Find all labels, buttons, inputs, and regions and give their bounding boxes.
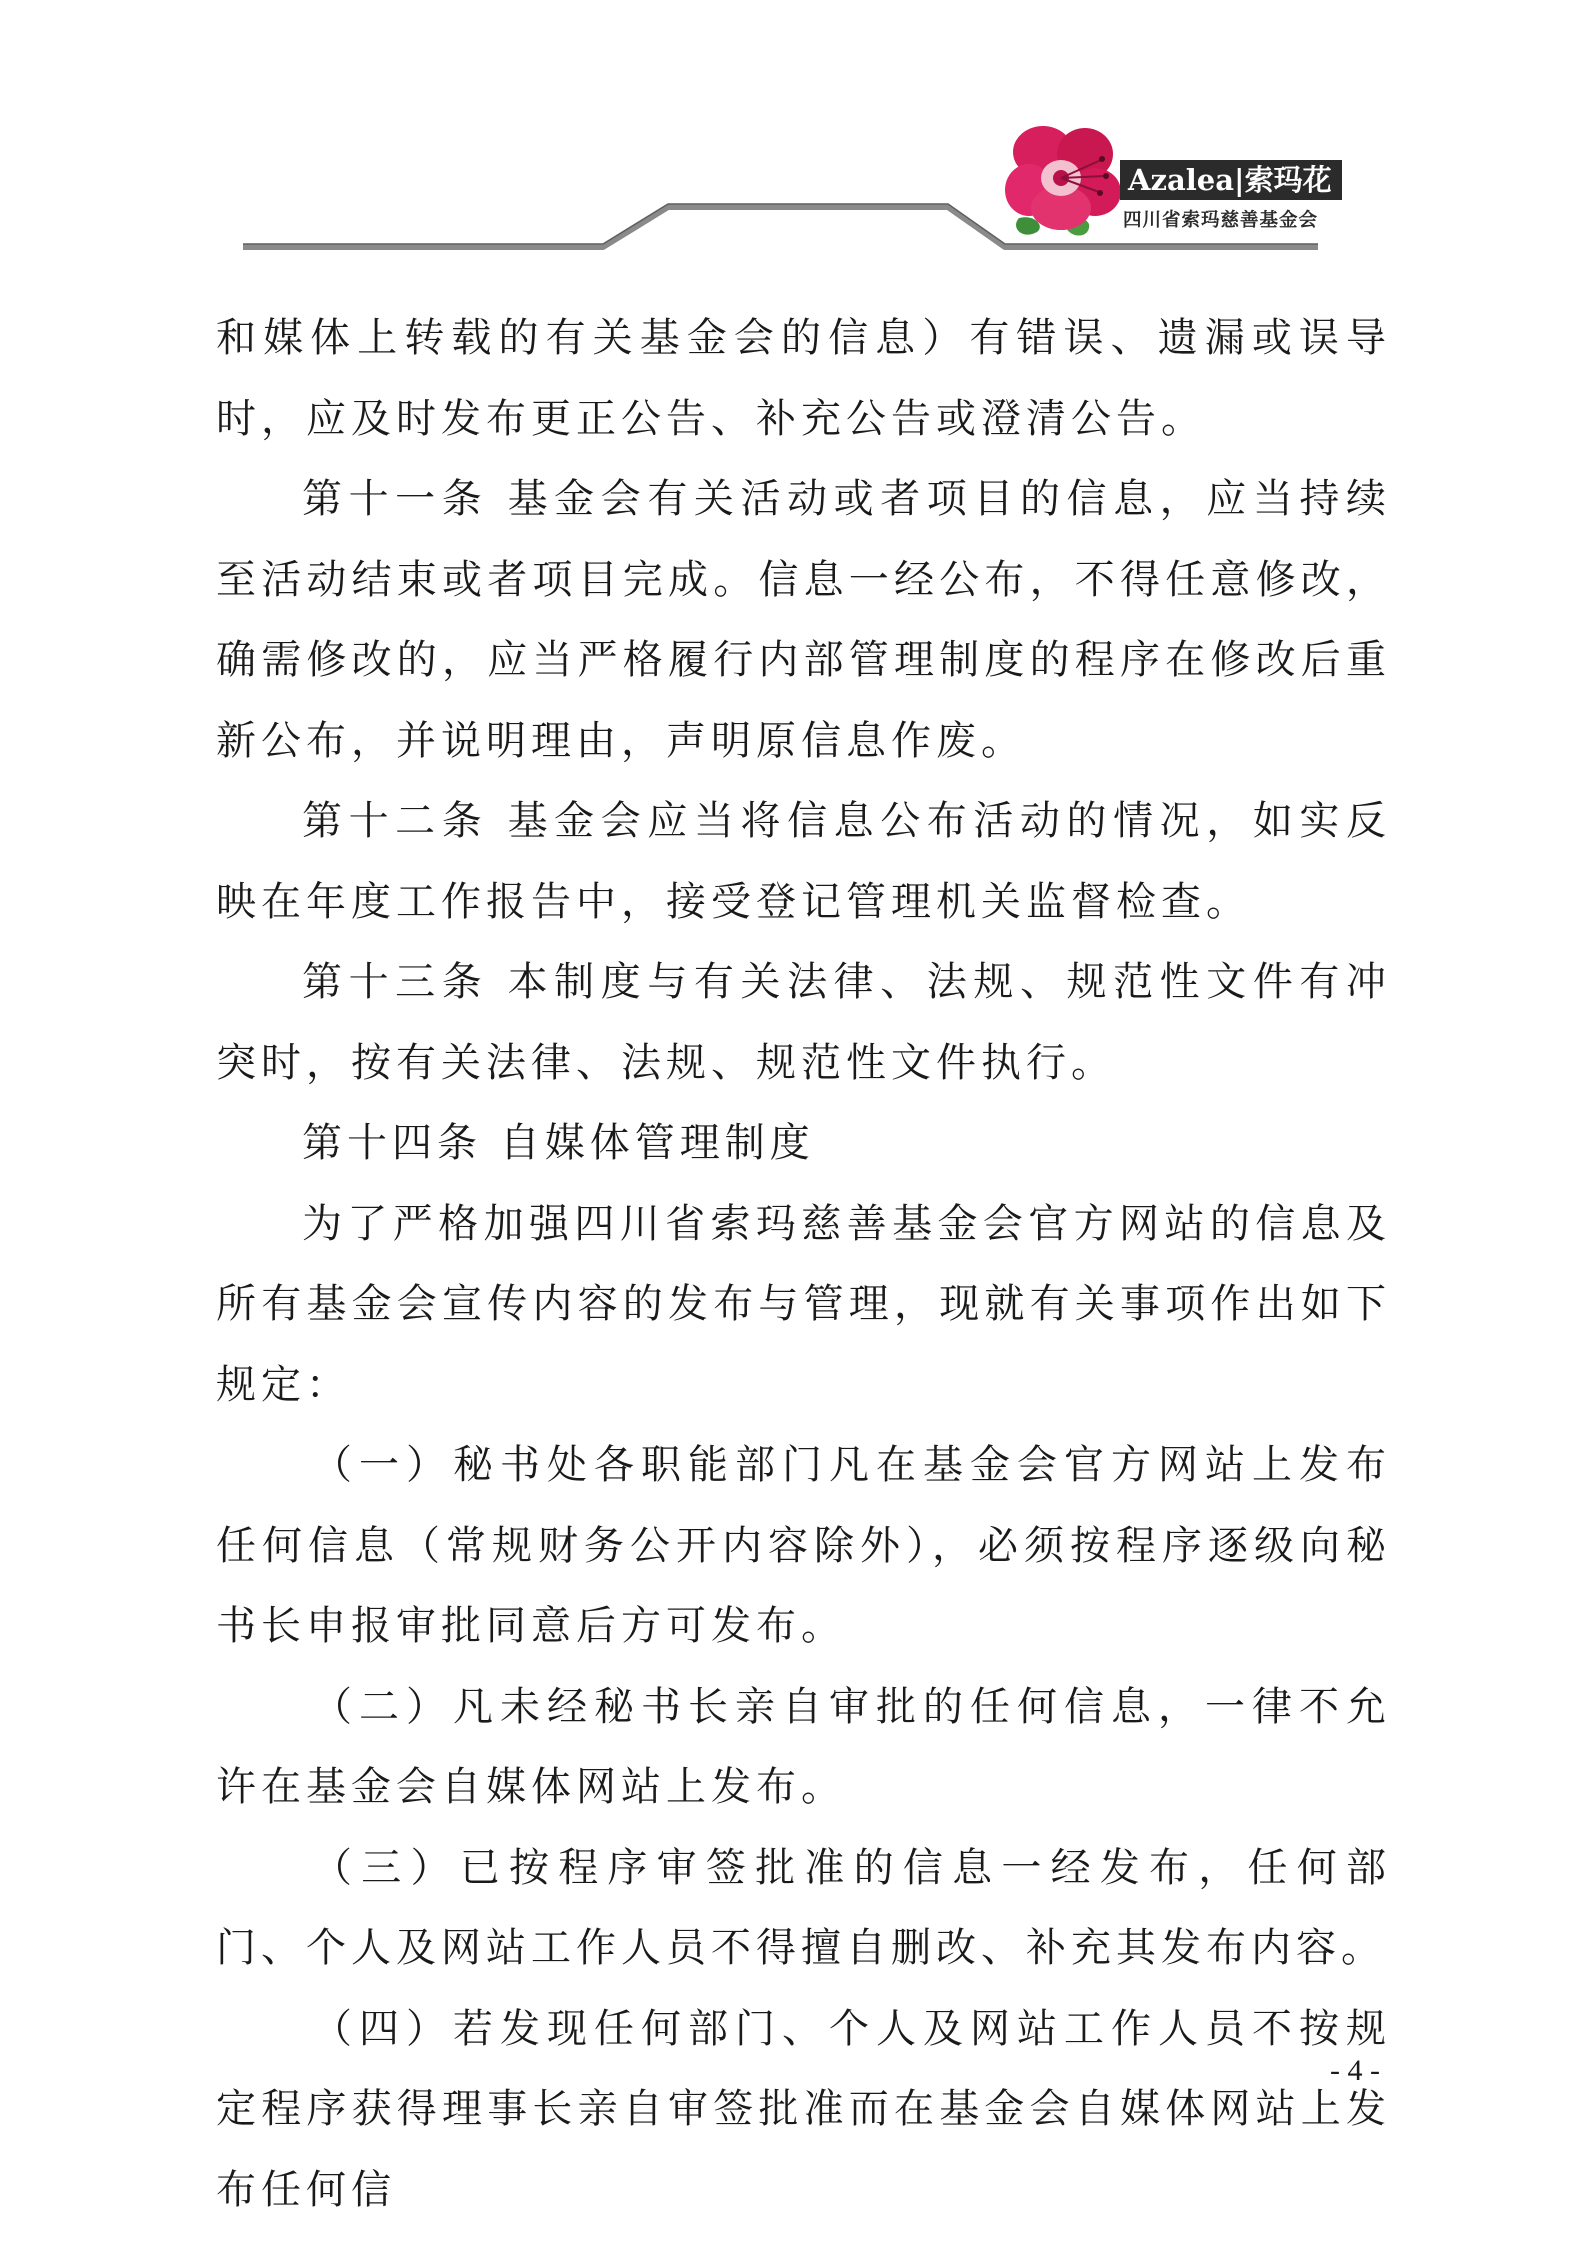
- azalea-flower-icon: [1005, 118, 1125, 243]
- article-11: 第十一条 基金会有关活动或者项目的信息，应当持续至活动结束或者项目完成。信息一经公布，不得任意修改，确需修改的，应当严格履行内部管理制度的程序在修改后重新公布，并说明理由，声明原信息作废。: [216, 476, 1391, 764]
- rule-item-4: （四）若发现任何部门、个人及网站工作人员不按规定程序获得理事长亲自审签批准而在基金会自媒体网站上发布任何信: [216, 2005, 1391, 2213]
- foundation-logo: [1005, 118, 1335, 243]
- header-rule: [0, 0, 1587, 260]
- rule-item-1: （一）秘书处各职能部门凡在基金会官方网站上发布任何信息（常规财务公开内容除外），必须按程序逐级向秘书长申报审批同意后方可发布。: [216, 1442, 1391, 1649]
- logo-brand-text: Azalea|索玛花: [1120, 160, 1342, 200]
- rule-item-3: （三）已按程序审签批准的信息一经发布，任何部门、个人及网站工作人员不得擅自删改、补充其发布内容。: [216, 1844, 1391, 1971]
- document-body: [216, 298, 1391, 2230]
- article-12: 第十二条 基金会应当将信息公布活动的情况，如实反映在年度工作报告中，接受登记管理机关监督检查。: [216, 798, 1391, 925]
- article-13: 第十三条 本制度与有关法律、法规、规范性文件有冲突时，按有关法律、法规、规范性文件执行。: [216, 959, 1391, 1086]
- paragraph-continuation: 和媒体上转载的有关基金会的信息）有错误、遗漏或误导时，应及时发布更正公告、补充公告或澄清公告。: [216, 315, 1391, 442]
- logo-subtitle: 四川省索玛慈善基金会: [1123, 210, 1319, 231]
- page-number: - 4 -: [1330, 2054, 1380, 2087]
- article-14-intro: 为了严格加强四川省索玛慈善基金会官方网站的信息及所有基金会宣传内容的发布与管理，现就有关事项作出如下规定：: [216, 1200, 1391, 1408]
- rule-item-2: （二）凡未经秘书长亲自审批的任何信息，一律不允许在基金会自媒体网站上发布。: [216, 1683, 1391, 1810]
- article-14-heading: 第十四条 自媒体管理制度: [302, 1120, 815, 1166]
